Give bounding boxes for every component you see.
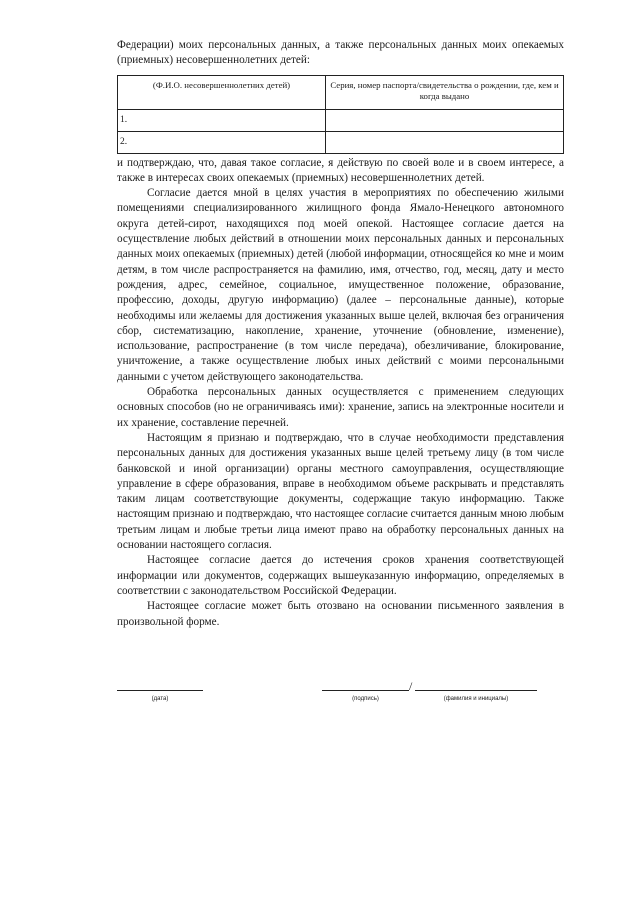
name-line [415,690,537,691]
table-header-document: Серия, номер паспорта/свидетельства о рождении, где, кем и когда выдано [326,75,564,109]
table-cell-value [326,109,564,131]
table-cell-num: 1. [118,109,326,131]
table-cell-value [326,131,564,153]
paragraph-processing: Обработка персональных данных осуществляется с применением следующих основных способов (но не ограничиваясь ими): хранение, запись на электронные носители и их хранение, составление перечней. [117,386,564,429]
paragraph-term: Настоящее согласие дается до истечения сроков хранения соответствующей информации или документов, содержащих вышеуказанную информацию, определяемых в соответствии с законодательством Российской Федерации. [117,554,564,597]
intro-text: Федерации) моих персональных данных, а также персональных данных моих опекаемых (приемных) несовершеннолетних детей: [117,39,564,67]
table-row [118,109,564,131]
signature-caption: (подпись) [352,696,379,702]
date-caption: (дата) [151,696,169,702]
signature-line [322,690,409,691]
table-header-row [118,75,564,109]
paragraph-purpose: Согласие дается мной в целях участия в мероприятиях по обеспечению жилыми помещениями специализированного жилищного фонда Ямало-Ненецкого автономного округа детей-сирот, находящихся под моей опекой. Настоящее согласие дается на осуществление любых действий в отношении моих персональных данных и персональных данных моих опекаемых (приемных) детей (любой информации, относящейся ко мне и моим детям, в том числе распространяется на фамилию, имя, отчество, год, месяц, дату и место рождения, адрес, семейное, социальное, имущественное положение, образование, профессию, доходы, другую информацию) (далее – персональные данные), которые необходимы или желаемы для достижения указанных выше целей, включая без ограничения сбор, систематизацию, накопление, хранение, уточнение (обновление, изменение), использование, распространение (в том числе передача), обезличивание, блокирование, уничтожение, а также осуществление любых иных действий с моими персональными данными с учетом действующего законодательства. [117,187,564,383]
name-caption: (фамилия и инициалы) [443,696,509,702]
document-body [117,38,564,630]
children-table [117,75,564,154]
signature-slash: / [409,679,413,693]
paragraph-third-parties: Настоящим я признаю и подтверждаю, что в случае необходимости представления персональных данных для достижения указанных выше целей третьему лицу (в том числе банковской и иной организации) органы местного самоуправления, осуществляющие управление в сфере образования, вправе в необходимом объеме раскрывать и представлять таким лицам соответствующие документы, содержащие такую информацию. Также настоящим признаю и подтверждаю, что настоящее согласие считается данным мною любым третьим лицам и любые третьи лица имеют право на обработку персональных данных на основании настоящего согласия. [117,431,564,552]
paragraph-voluntary: и подтверждаю, что, давая такое согласие, я действую по своей воле и в своем интересе, а также в интересах своих опекаемых (приемных) несовершеннолетних детей. [117,156,564,184]
signature-block [117,679,564,710]
paragraph-revocation: Настоящее согласие может быть отозвано на основании письменного заявления в произвольной форме. [117,600,564,628]
date-line [117,690,203,691]
table-header-name: (Ф.И.О. несовершеннолетних детей) [118,75,326,109]
table-row [118,131,564,153]
table-cell-num: 2. [118,131,326,153]
